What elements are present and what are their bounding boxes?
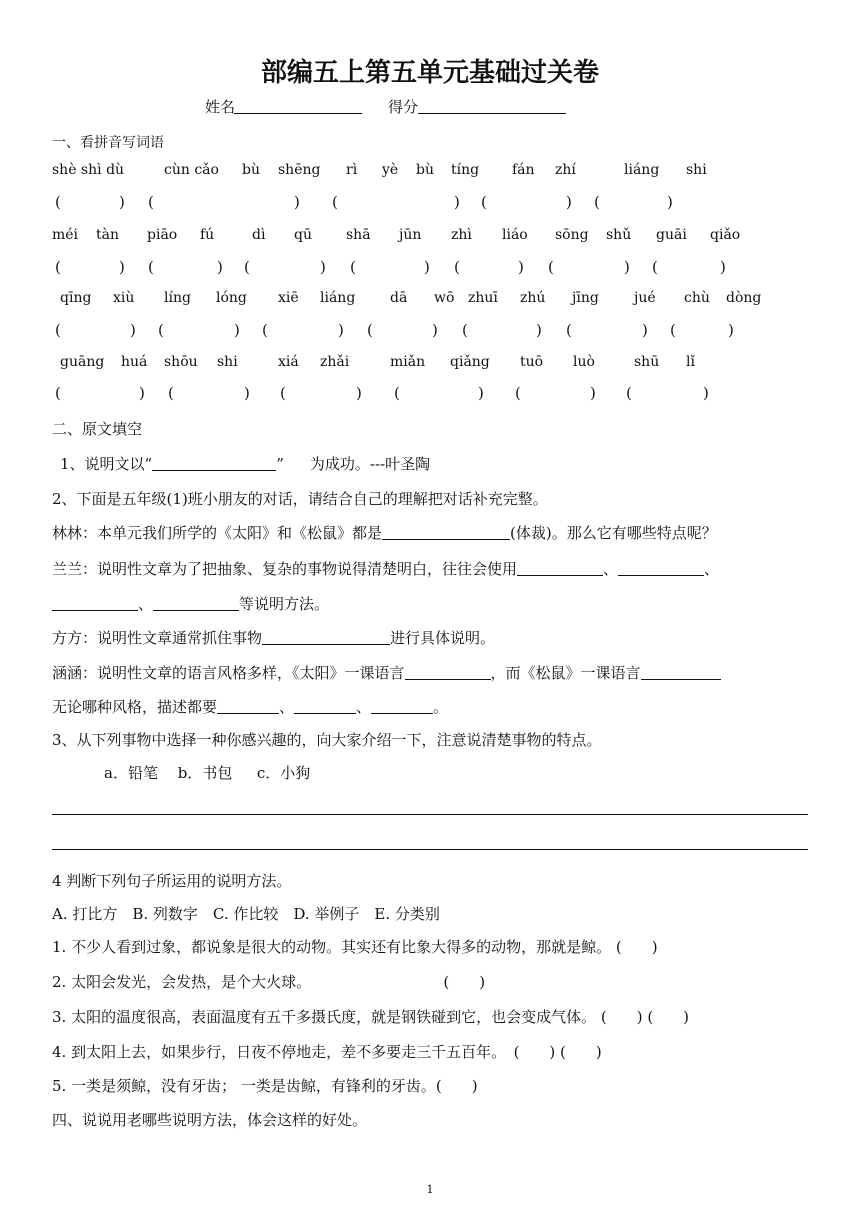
pinyin: guāng xyxy=(60,354,105,370)
pinyin: qiǎng xyxy=(450,354,490,370)
q2-intro: 2、下面是五年级(1)班小朋友的对话，请结合自己的理解把对话补充完整。 xyxy=(52,490,548,508)
q1-line: 1、说明文以“ ” 为成功。---叶圣陶 xyxy=(60,455,431,473)
hanhan-blank-4[interactable] xyxy=(294,712,356,714)
pinyin: liáng xyxy=(624,162,660,178)
judge-item-2: 2. 太阳会发光，会发热，是个大火球。 ( ) xyxy=(52,973,486,991)
section5-heading: 四、说说用老哪些说明方法，体会这样的好处。 xyxy=(52,1111,368,1129)
pinyin: shēng xyxy=(278,162,321,178)
pinyin: sōng xyxy=(555,227,589,243)
pinyin: bù xyxy=(242,162,260,178)
lanlan-blank-2[interactable] xyxy=(618,574,704,576)
pinyin: liáo xyxy=(502,227,528,243)
pinyin: shi xyxy=(217,354,238,370)
pinyin: fú xyxy=(200,227,215,243)
hanhan-line-2: 无论哪种风格，描述都要 、 、 。 xyxy=(52,698,449,716)
pinyin: dā xyxy=(390,290,408,306)
pinyin: líng xyxy=(164,290,191,306)
linlin-line: 林林：本单元我们所学的《太阳》和《松鼠》都是 (体裁)。那么它有哪些特点呢？ xyxy=(52,524,717,542)
pinyin: shè shì dù xyxy=(52,162,125,178)
answer-line-1[interactable] xyxy=(52,814,808,815)
pinyin: shū xyxy=(634,354,660,370)
pinyin: zhí xyxy=(555,162,576,178)
pinyin: miǎn xyxy=(390,354,426,370)
pinyin: yè xyxy=(382,162,399,178)
pinyin: luò xyxy=(573,354,595,370)
hanhan-blank-3[interactable] xyxy=(217,712,279,714)
pinyin: rì xyxy=(346,162,358,178)
pinyin: guāi xyxy=(656,227,687,243)
pinyin: jīng xyxy=(572,290,599,306)
lanlan-line: 兰兰：说明性文章为了把抽象、复杂的事物说得清楚明白，往往会使用 、 、 xyxy=(52,560,720,578)
pinyin: cùn cǎo xyxy=(164,162,219,178)
pinyin: zhǎi xyxy=(320,354,350,370)
q3-text: 3、从下列事物中选择一种你感兴趣的，向大家介绍一下，注意说清楚事物的特点。 xyxy=(52,731,602,749)
pinyin: zhì xyxy=(451,227,472,243)
section4-heading: 4 判断下列句子所运用的说明方法。 xyxy=(52,872,292,890)
pinyin: qiǎo xyxy=(710,227,741,243)
answer-line-2[interactable] xyxy=(52,849,808,850)
hanhan-blank-5[interactable] xyxy=(371,712,433,714)
pinyin: lóng xyxy=(216,290,247,306)
pinyin: fán xyxy=(512,162,535,178)
pinyin: lǐ xyxy=(686,354,695,370)
judge-item-4: 4. 到太阳上去，如果步行，日夜不停地走，差不多要走三千五百年。 ( ) ( ) xyxy=(52,1043,602,1061)
pinyin: shā xyxy=(346,227,371,243)
judge-item-1: 1. 不少人看到过象，都说象是很大的动物。其实还有比象大得多的动物，那就是鲸。 ( ) xyxy=(52,938,658,956)
lanlan-blank-3[interactable] xyxy=(52,609,138,611)
judge-item-3: 3. 太阳的温度很高，表面温度有五千多摄氏度，就是钢铁碰到它，也会变成气体。 ( ) ( ) xyxy=(52,1008,690,1026)
pinyin: zhú xyxy=(520,290,546,306)
pinyin: bù xyxy=(416,162,434,178)
page-number: 1 xyxy=(426,1183,434,1196)
pinyin: jué xyxy=(634,290,656,306)
pinyin: méi xyxy=(52,227,79,243)
name-label: 姓名 xyxy=(205,98,236,116)
pinyin: tàn xyxy=(96,227,119,243)
pinyin: wō xyxy=(434,290,455,306)
judge-item-5: 5. 一类是须鲸，没有牙齿； 一类是齿鲸，有锋利的牙齿。( ) xyxy=(52,1077,478,1095)
fangfang-blank[interactable] xyxy=(262,643,390,645)
pinyin: tuō xyxy=(520,354,544,370)
pinyin: liáng xyxy=(320,290,356,306)
pinyin: shi xyxy=(686,162,707,178)
pinyin: jūn xyxy=(399,227,422,243)
pinyin: xiá xyxy=(278,354,299,370)
method-options: A. 打比方 B. 列数字 C. 作比较 D. 举例子 E. 分类别 xyxy=(52,905,440,923)
pinyin: xiù xyxy=(113,290,135,306)
linlin-blank[interactable] xyxy=(382,538,510,540)
pinyin: tíng xyxy=(451,162,480,178)
pinyin: chù xyxy=(684,290,710,306)
hanhan-blank-1[interactable] xyxy=(405,678,491,680)
score-blank[interactable] xyxy=(418,113,566,114)
q1-blank[interactable] xyxy=(152,469,276,471)
page-title: 部编五上第五单元基础过关卷 xyxy=(260,58,599,88)
fangfang-line: 方方：说明性文章通常抓住事物 进行具体说明。 xyxy=(52,629,496,647)
pinyin: dòng xyxy=(726,290,762,306)
score-label: 得分 xyxy=(388,98,419,116)
pinyin: piāo xyxy=(147,227,178,243)
hanhan-blank-2[interactable] xyxy=(641,678,721,680)
pinyin: zhuī xyxy=(468,290,498,306)
lanlan-blank-1[interactable] xyxy=(517,574,603,576)
name-blank[interactable] xyxy=(234,113,362,114)
lanlan-blank-4[interactable] xyxy=(153,609,239,611)
hanhan-line: 涵涵：说明性文章的语言风格多样，《太阳》一课语言 ，而《松鼠》一课语言 xyxy=(52,662,721,683)
pinyin: shǔ xyxy=(606,227,632,243)
pinyin: huá xyxy=(121,354,148,370)
pinyin: qū xyxy=(294,227,312,243)
section1-heading: 一、看拼音写词语 xyxy=(52,135,164,151)
pinyin: xiē xyxy=(278,290,299,306)
pinyin: shōu xyxy=(164,354,198,370)
q3-options: a．铅笔 b．书包 c．小狗 xyxy=(104,764,311,782)
pinyin: qīng xyxy=(60,290,92,306)
section2-heading: 二、原文填空 xyxy=(52,420,143,438)
pinyin: dì xyxy=(252,227,266,243)
lanlan-line-2: 、 等说明方法。 xyxy=(52,593,329,614)
